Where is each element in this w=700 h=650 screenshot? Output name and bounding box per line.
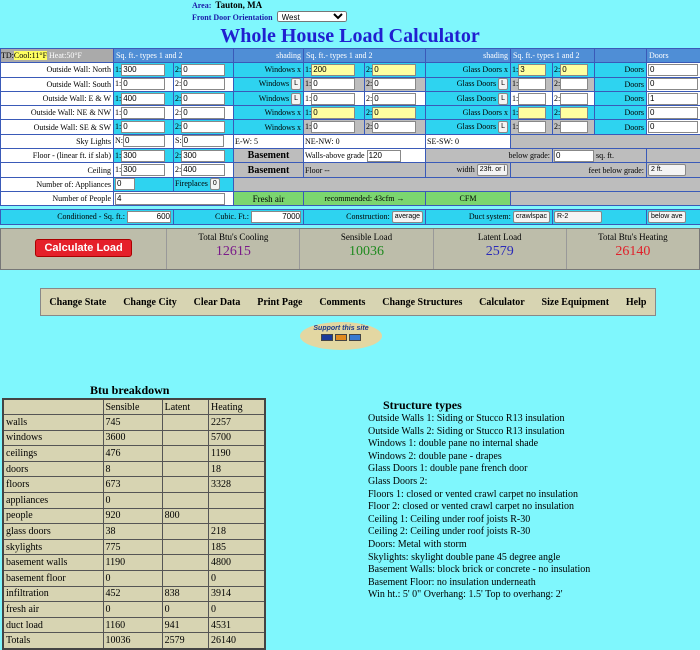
structure-line: Skylights: skylight double pane 45 degree angle [368, 552, 590, 565]
structure-line: Glass Doors 2: [368, 476, 590, 489]
skylights-ew-input[interactable]: 5 [254, 137, 258, 146]
table-cell: 1190 [209, 446, 265, 462]
main-menu [40, 288, 656, 316]
wall-north-label: Outside Wall: North [1, 63, 114, 77]
doors-header: Doors [647, 49, 700, 63]
table-cell [162, 493, 208, 509]
gd-north-2-input[interactable]: 0 [560, 64, 588, 76]
table-cell: 218 [209, 524, 265, 540]
structure-line: Windows 2: double pane - drapes [368, 451, 590, 464]
payment-cards-icon [300, 334, 382, 341]
skylights-s-input[interactable]: 0 [182, 135, 224, 147]
sensible-label: Sensible Load [300, 232, 432, 242]
gd-south-1-input[interactable] [518, 78, 546, 90]
below-grade-input[interactable]: 0 [554, 150, 594, 162]
wall-south-2-input[interactable]: 0 [181, 78, 225, 90]
structure-line: Win ht.: 5' 0" Overhang: 1.5' Top to overhang: 2' [368, 589, 590, 602]
area-value: Tauton, MA [215, 0, 262, 10]
table-row [3, 617, 265, 633]
wall-sesw-1-input[interactable]: 0 [121, 121, 165, 133]
wall-nenw-1-input[interactable]: 0 [121, 107, 165, 119]
cfm-input[interactable]: CFM [426, 191, 511, 205]
table-cell: 0 [209, 602, 265, 618]
wall-nenw-2-input[interactable]: 0 [181, 107, 225, 119]
table-header-row [3, 399, 265, 415]
table-row [3, 477, 265, 493]
wall-sesw-2-input[interactable]: 0 [181, 121, 225, 133]
windows-sesw-shade[interactable]: x [297, 123, 301, 132]
cooling-value: 12615 [167, 244, 299, 260]
table-cell: 8 [103, 461, 162, 477]
table-cell [209, 508, 265, 524]
structure-line: Floor 2: closed or vented crawl carpet no insulation [368, 501, 590, 514]
table-cell: basement floor [3, 571, 103, 587]
table-cell: 0 [103, 571, 162, 587]
table-cell: 26140 [209, 633, 265, 649]
table-cell: 10036 [103, 633, 162, 649]
shading-header: shading [234, 49, 304, 63]
calculate-load-button[interactable]: Calculate Load [35, 239, 131, 257]
front-door-select[interactable] [277, 11, 347, 22]
table-cell: glass doors [3, 524, 103, 540]
structure-line: Floors 1: closed or vented crawl carpet no insulation [368, 489, 590, 502]
table-row [3, 493, 265, 509]
wall-ew-1-input[interactable]: 400 [121, 93, 165, 105]
heat-td: Heat:50°F [49, 51, 82, 60]
structure-line: Glass Doors 1: double pane french door [368, 463, 590, 476]
appliances-input[interactable]: 0 [115, 178, 135, 190]
door-nenw-input[interactable]: 0 [648, 107, 698, 119]
sqft-header: Sq. ft.- types 1 and 2 [114, 49, 234, 63]
area-label: Area: [192, 1, 211, 10]
table-cell: 18 [209, 461, 265, 477]
table-cell: 1160 [103, 617, 162, 633]
table-cell: basement walls [3, 555, 103, 571]
menu-print-page[interactable]: Print Page [257, 297, 302, 308]
structure-line: Doors: Metal with storm [368, 539, 590, 552]
structure-line: Basement Walls: block brick or concrete - no insulation [368, 564, 590, 577]
walls-above-input[interactable]: 120 [367, 150, 401, 162]
duct-quality-select[interactable]: below ave [648, 211, 686, 223]
table-cell [209, 493, 265, 509]
wall-north-2-input[interactable]: 0 [181, 64, 225, 76]
menu-comments[interactable]: Comments [319, 297, 365, 308]
duct-location-select[interactable]: crawlspac [513, 211, 550, 223]
table-cell: appliances [3, 493, 103, 509]
table-cell: 4531 [209, 617, 265, 633]
column-header: Latent [162, 399, 208, 415]
wall-nenw-label: Outside Wall: NE & NW [1, 106, 114, 120]
ceiling-2-input[interactable]: 400 [181, 164, 225, 176]
table-cell: floors [3, 477, 103, 493]
windows-sesw-2-input[interactable]: 0 [372, 121, 416, 133]
table-row [3, 571, 265, 587]
table-cell: people [3, 508, 103, 524]
table-row [3, 555, 265, 571]
table-cell: 3600 [103, 430, 162, 446]
table-cell [162, 461, 208, 477]
fresh-air-label: Fresh air [234, 191, 304, 205]
gd-north-shade[interactable]: x [504, 65, 508, 74]
menu-size-equipment[interactable]: Size Equipment [542, 297, 610, 308]
windows-ew-1-input[interactable]: 0 [311, 93, 355, 105]
table-row [3, 586, 265, 602]
structure-line: Ceiling 2: Ceiling under roof joists R-30 [368, 526, 590, 539]
table-cell [162, 539, 208, 555]
wall-south-label: Outside Wall: South [1, 77, 114, 91]
table-cell: 452 [103, 586, 162, 602]
gd-south-shade[interactable]: L [498, 78, 508, 90]
wall-sesw-label: Outside Wall: SE & SW [1, 120, 114, 134]
table-cell: 838 [162, 586, 208, 602]
table-cell: 0 [103, 493, 162, 509]
structure-line: Windows 1: double pane no internal shade [368, 438, 590, 451]
table-row [3, 633, 265, 649]
menu-clear-data[interactable]: Clear Data [194, 297, 241, 308]
feet-below-select[interactable]: 2 ft. [648, 164, 686, 176]
recommended-cfm: recommended: 43cfm → [304, 191, 426, 205]
table-cell: duct load [3, 617, 103, 633]
column-header: Heating [209, 399, 265, 415]
table-cell: walls [3, 415, 103, 431]
wall-ew-2-input[interactable]: 0 [181, 93, 225, 105]
cubic-ft-input[interactable]: 7000 [251, 211, 301, 223]
location-info [192, 0, 347, 22]
basement-width-select[interactable]: 23ft. or l [477, 164, 508, 176]
structure-types-list [368, 413, 590, 602]
table-cell: 775 [103, 539, 162, 555]
latent-label: Latent Load [434, 232, 566, 242]
table-row [3, 508, 265, 524]
table-cell: skylights [3, 539, 103, 555]
table-row [3, 430, 265, 446]
skylights-nenw-input[interactable]: 0 [336, 137, 340, 146]
structure-line: Outside Walls 2: Siding or Stucco R13 insulation [368, 426, 590, 439]
door-ew-input[interactable]: 1 [648, 93, 698, 105]
menu-help[interactable]: Help [626, 297, 647, 308]
menu-change-structures[interactable]: Change Structures [382, 297, 462, 308]
windows-south-1-input[interactable]: 0 [311, 78, 355, 90]
wall-north-1-input[interactable]: 300 [121, 64, 165, 76]
table-cell: windows [3, 430, 103, 446]
calculator-grid: TD:Cool:11°F Heat:50°F Sq. ft.- types 1 and 2 shading Sq. ft.- types 1 and 2 shading Sq. ft.- types 1 and 2 Doors Outside Wall: North 1: 300 2: 0 Windows x 1: 200 2: 0 Glass Doors x 1: 3 2: 0 Doors 0 Outside Wall: South 1: 0 2: 0 Windows L 1: 0 2: 0 Glass Doors L 1: 2: Doors 0 Outside Wall: E & W 1: 400 2: 0 Windows L 1: 0 2: 0 Glass Doors L 1: 2: Doors 1 Outside Wall: NE & NW 1: 0 2: 0 Windows x 1: 0 2: 0 Glass Doors x 1: 2: Doors 0 Outside Wall: SE & SW 1: 0 2: 0 Windows x 1: 0 2: 0 Glass Doors L 1: 2: Doors 0 Sky Lights N: 0 S: 0 E-W: 5 NE-NW: 0 SE-SW: 0 Floor - (linear ft. if slab) 1: 300 2: 300 Basement Walls-above grade 120 below grade: 0 sq. ft. Ceiling 1: 300 2: 400 Basement Floor -- width 23ft. or l feet below grade: 2 ft. Number of: Appliances 0 Fireplaces 0 Number of People 4 Fresh air recommended: 43cfm → CFM Conditioned - Sq. ft.: 600 Cubic. Ft.: 7000 Construction: average Duct system: crawlspac R-2 below ave [0, 48, 700, 225]
gd-sqft-header: Sq. ft.- types 1 and 2 [511, 49, 595, 63]
door-sesw-input[interactable]: 0 [648, 121, 698, 133]
ceiling-1-input[interactable]: 300 [121, 164, 165, 176]
gd-sesw-2-input[interactable] [560, 121, 588, 133]
door-north-input[interactable]: 0 [648, 64, 698, 76]
table-cell [162, 415, 208, 431]
table-cell: 3328 [209, 477, 265, 493]
heating-value: 26140 [567, 244, 699, 260]
table-row [3, 461, 265, 477]
table-row [3, 602, 265, 618]
table-cell [162, 430, 208, 446]
windows-south-2-input[interactable]: 0 [372, 78, 416, 90]
skylights-sesw-input[interactable]: 0 [455, 137, 459, 146]
table-cell: 0 [103, 602, 162, 618]
windows-north-shade[interactable]: x [297, 65, 301, 74]
gd-nenw-1-input[interactable] [518, 107, 546, 119]
window-sqft-header: Sq. ft.- types 1 and 2 [304, 49, 426, 63]
gd-ew-1-input[interactable] [518, 93, 546, 105]
column-header: Sensible [103, 399, 162, 415]
table-cell: 1190 [103, 555, 162, 571]
gd-sesw-1-input[interactable] [518, 121, 546, 133]
table-cell: 3914 [209, 586, 265, 602]
table-cell [162, 524, 208, 540]
gd-sesw-shade[interactable]: L [498, 121, 508, 133]
table-cell: 5700 [209, 430, 265, 446]
table-row [3, 415, 265, 431]
column-header [3, 399, 103, 415]
ceiling-label: Ceiling [1, 163, 114, 177]
menu-calculator[interactable]: Calculator [479, 297, 525, 308]
table-cell: ceilings [3, 446, 103, 462]
construction-select[interactable]: average [392, 211, 423, 223]
gd-nenw-shade[interactable]: x [504, 108, 508, 117]
windows-north-2-input[interactable]: 0 [372, 64, 416, 76]
structure-line: Outside Walls 1: Siding or Stucco R13 insulation [368, 413, 590, 426]
table-cell: infiltration [3, 586, 103, 602]
door-south-input[interactable]: 0 [648, 78, 698, 90]
table-cell: 4800 [209, 555, 265, 571]
windows-sesw-1-input[interactable]: 0 [311, 121, 355, 133]
table-cell: 745 [103, 415, 162, 431]
structure-line: Basement Floor: no insulation underneath [368, 577, 590, 590]
floor-2-input[interactable]: 300 [181, 150, 225, 162]
windows-nenw-1-input[interactable]: 0 [311, 107, 355, 119]
results-panel [0, 228, 700, 270]
table-cell [162, 446, 208, 462]
windows-ew-shade[interactable]: L [291, 93, 301, 105]
structure-line: Ceiling 1: Ceiling under roof joists R-30 [368, 514, 590, 527]
menu-change-state[interactable]: Change State [49, 297, 106, 308]
gd-shading-header: shading [426, 49, 511, 63]
support-site-button[interactable] [300, 322, 382, 350]
gd-ew-2-input[interactable] [560, 93, 588, 105]
appliances-label: Number of: Appliances [1, 177, 114, 191]
basement-floor-title: Basement [234, 163, 304, 177]
table-row [3, 524, 265, 540]
table-cell: 941 [162, 617, 208, 633]
latent-value: 2579 [434, 244, 566, 260]
table-row [3, 446, 265, 462]
table-cell: 0 [209, 571, 265, 587]
btu-breakdown-table [2, 398, 266, 650]
sensible-value: 10036 [300, 244, 432, 260]
windows-north-1-input[interactable]: 200 [311, 64, 355, 76]
table-row [3, 539, 265, 555]
windows-ew-2-input[interactable]: 0 [372, 93, 416, 105]
conditioned-sqft-input[interactable]: 600 [127, 211, 171, 223]
cooling-label: Total Btu's Cooling [167, 232, 299, 242]
table-cell [162, 477, 208, 493]
table-cell: 920 [103, 508, 162, 524]
table-cell: fresh air [3, 602, 103, 618]
fireplaces-select[interactable]: 0 [210, 178, 220, 190]
skylights-label: Sky Lights [1, 134, 114, 148]
page-title: Whole House Load Calculator [0, 25, 700, 48]
wall-south-1-input[interactable]: 0 [121, 78, 165, 90]
support-text: Support this site [300, 322, 382, 332]
heating-label: Total Btu's Heating [567, 232, 699, 242]
gd-ew-shade[interactable]: L [498, 93, 508, 105]
table-cell: 476 [103, 446, 162, 462]
table-cell: Totals [3, 633, 103, 649]
structure-types-title: Structure types [383, 398, 462, 413]
table-cell: 185 [209, 539, 265, 555]
menu-change-city[interactable]: Change City [123, 297, 177, 308]
table-cell: 38 [103, 524, 162, 540]
wall-ew-label: Outside Wall: E & W [1, 91, 114, 105]
table-cell [162, 571, 208, 587]
btu-breakdown-title: Btu breakdown [90, 383, 169, 398]
table-cell [162, 555, 208, 571]
people-label: Number of People [1, 191, 114, 205]
table-cell: 2257 [209, 415, 265, 431]
duct-insulation-select[interactable]: R-2 [554, 211, 602, 223]
table-cell: 800 [162, 508, 208, 524]
skylights-n-input[interactable]: 0 [123, 135, 165, 147]
floor-1-input[interactable]: 300 [121, 150, 165, 162]
gd-south-2-input[interactable] [560, 78, 588, 90]
windows-south-shade[interactable]: L [291, 78, 301, 90]
table-cell: 2579 [162, 633, 208, 649]
td-header: TD:Cool:11°F Heat:50°F [1, 49, 114, 63]
cool-td: Cool:11°F [14, 51, 47, 60]
basement-walls-title: Basement [234, 149, 304, 163]
people-input[interactable]: 4 [115, 193, 225, 205]
table-cell: 0 [162, 602, 208, 618]
windows-nenw-2-input[interactable]: 0 [372, 107, 416, 119]
front-door-label: Front Door Orientation [192, 13, 273, 22]
table-cell: 673 [103, 477, 162, 493]
windows-nenw-shade[interactable]: x [297, 108, 301, 117]
gd-north-1-input[interactable]: 3 [518, 64, 546, 76]
floor-label: Floor - (linear ft. if slab) [1, 149, 114, 163]
gd-nenw-2-input[interactable] [560, 107, 588, 119]
table-cell: doors [3, 461, 103, 477]
